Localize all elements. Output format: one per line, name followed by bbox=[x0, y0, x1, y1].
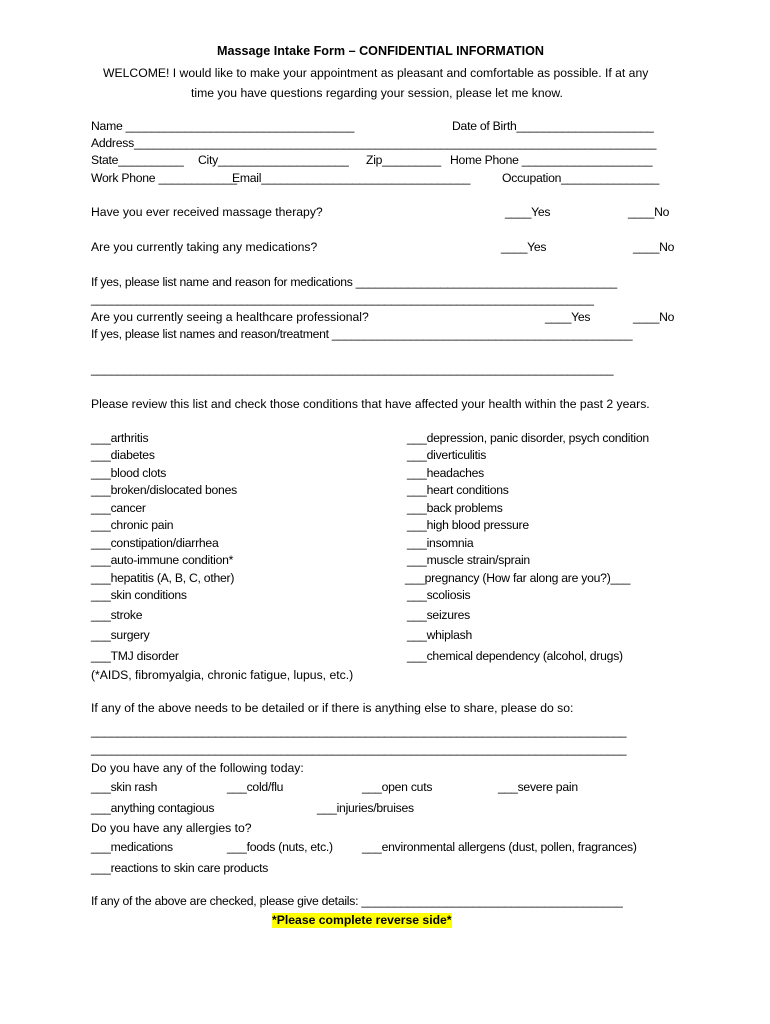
condition-right-item[interactable]: ___pregnancy (How far along are you?)___ bbox=[405, 571, 631, 585]
healthcare-no-option[interactable]: ____No bbox=[633, 310, 675, 324]
checked-details-field[interactable]: If any of the above are checked, please give details: ________________________________________ bbox=[91, 894, 623, 908]
allergies-prompt: Do you have any allergies to? bbox=[91, 821, 252, 835]
foods-allergy-option[interactable]: ___foods (nuts, etc.) bbox=[227, 840, 333, 854]
condition-left-item[interactable]: ___constipation/diarrhea bbox=[91, 536, 219, 550]
skin-rash-option[interactable]: ___skin rash bbox=[91, 780, 158, 794]
open-cuts-option[interactable]: ___open cuts bbox=[362, 780, 433, 794]
condition-right-item[interactable]: ___insomnia bbox=[407, 536, 474, 550]
healthcare-question: Are you currently seeing a healthcare professional? bbox=[91, 310, 369, 324]
condition-left-item[interactable]: ___skin conditions bbox=[91, 588, 187, 602]
home-phone-field[interactable]: Home Phone ____________________ bbox=[450, 153, 653, 167]
form-title: Massage Intake Form – CONFIDENTIAL INFORMATION bbox=[217, 44, 545, 58]
condition-left-item[interactable]: ___hepatitis (A, B, C, other) bbox=[91, 571, 235, 585]
condition-right-item[interactable]: ___muscle strain/sprain bbox=[407, 553, 530, 567]
condition-left-item[interactable]: ___TMJ disorder bbox=[91, 649, 179, 663]
condition-right-item[interactable]: ___diverticulitis bbox=[407, 448, 487, 462]
severe-pain-option[interactable]: ___severe pain bbox=[498, 780, 578, 794]
condition-right-item[interactable]: ___seizures bbox=[407, 608, 470, 622]
massage-no-option[interactable]: ____No bbox=[628, 205, 670, 219]
name-field[interactable]: Name ___________________________________ bbox=[91, 119, 355, 133]
condition-right-item[interactable]: ___high blood pressure bbox=[407, 518, 529, 532]
address-field[interactable]: Address________________________________________________________________________________ bbox=[91, 136, 657, 150]
skin-products-allergy-option[interactable]: ___reactions to skin care products bbox=[91, 861, 269, 875]
healthcare-yes-option[interactable]: ____Yes bbox=[545, 310, 591, 324]
today-prompt: Do you have any of the following today: bbox=[91, 761, 304, 775]
condition-left-item[interactable]: ___arthritis bbox=[91, 431, 149, 445]
occupation-field[interactable]: Occupation_______________ bbox=[502, 171, 660, 185]
city-field[interactable]: City____________________ bbox=[198, 153, 349, 167]
condition-left-item[interactable]: ___surgery bbox=[91, 628, 150, 642]
medications-question: Are you currently taking any medications? bbox=[91, 240, 318, 254]
healthcare-list-line2[interactable]: ________________________________________________________________________________ bbox=[91, 362, 614, 376]
medications-list-field[interactable]: If yes, please list name and reason for medications ________________________________________ bbox=[91, 275, 617, 289]
zip-field[interactable]: Zip_________ bbox=[366, 153, 441, 167]
date-of-birth-field[interactable]: Date of Birth_____________________ bbox=[452, 119, 654, 133]
email-field[interactable]: Email________________________________ bbox=[232, 171, 471, 185]
condition-right-item[interactable]: ___heart conditions bbox=[407, 483, 509, 497]
condition-right-item[interactable]: ___depression, panic disorder, psych condition bbox=[407, 431, 649, 445]
welcome-text-line2: time you have questions regarding your session, please let me know. bbox=[191, 86, 563, 100]
condition-right-item[interactable]: ___scoliosis bbox=[407, 588, 471, 602]
healthcare-list-field[interactable]: If yes, please list names and reason/treatment ______________________________________________ bbox=[91, 327, 633, 341]
welcome-text-line1: WELCOME! I would like to make your appointment as pleasant and comfortable as possible. If at any bbox=[103, 66, 649, 80]
condition-right-item[interactable]: ___chemical dependency (alcohol, drugs) bbox=[407, 649, 623, 663]
medications-allergy-option[interactable]: ___medications bbox=[91, 840, 173, 854]
details-line-2[interactable]: __________________________________________________________________________________ bbox=[91, 742, 627, 756]
condition-left-item[interactable]: ___stroke bbox=[91, 608, 143, 622]
condition-right-item[interactable]: ___whiplash bbox=[407, 628, 473, 642]
massage-question: Have you ever received massage therapy? bbox=[91, 205, 323, 219]
work-phone-field[interactable]: Work Phone ____________ bbox=[91, 171, 237, 185]
injuries-bruises-option[interactable]: ___injuries/bruises bbox=[317, 801, 414, 815]
state-field[interactable]: State__________ bbox=[91, 153, 184, 167]
condition-left-item[interactable]: ___blood clots bbox=[91, 466, 167, 480]
environmental-allergy-option[interactable]: ___environmental allergens (dust, pollen, fragrances) bbox=[362, 840, 637, 854]
condition-left-item[interactable]: ___broken/dislocated bones bbox=[91, 483, 237, 497]
cold-flu-option[interactable]: ___cold/flu bbox=[227, 780, 284, 794]
medications-list-line2[interactable]: _____________________________________________________________________________ bbox=[91, 292, 594, 306]
details-line-1[interactable]: __________________________________________________________________________________ bbox=[91, 724, 627, 738]
reverse-side-note: *Please complete reverse side* bbox=[272, 913, 452, 927]
conditions-footnote: (*AIDS, fibromyalgia, chronic fatigue, lupus, etc.) bbox=[91, 668, 354, 682]
details-prompt: If any of the above needs to be detailed or if there is anything else to share, please do so: bbox=[91, 701, 574, 715]
condition-left-item[interactable]: ___auto-immune condition* bbox=[91, 553, 234, 567]
massage-yes-option[interactable]: ____Yes bbox=[505, 205, 551, 219]
condition-right-item[interactable]: ___headaches bbox=[407, 466, 484, 480]
condition-left-item[interactable]: ___diabetes bbox=[91, 448, 155, 462]
condition-right-item[interactable]: ___back problems bbox=[407, 501, 503, 515]
medications-yes-option[interactable]: ____Yes bbox=[501, 240, 547, 254]
anything-contagious-option[interactable]: ___anything contagious bbox=[91, 801, 215, 815]
condition-left-item[interactable]: ___chronic pain bbox=[91, 518, 174, 532]
medications-no-option[interactable]: ____No bbox=[633, 240, 675, 254]
condition-left-item[interactable]: ___cancer bbox=[91, 501, 146, 515]
conditions-intro: Please review this list and check those conditions that have affected your health within the past 2 years. bbox=[91, 397, 650, 411]
